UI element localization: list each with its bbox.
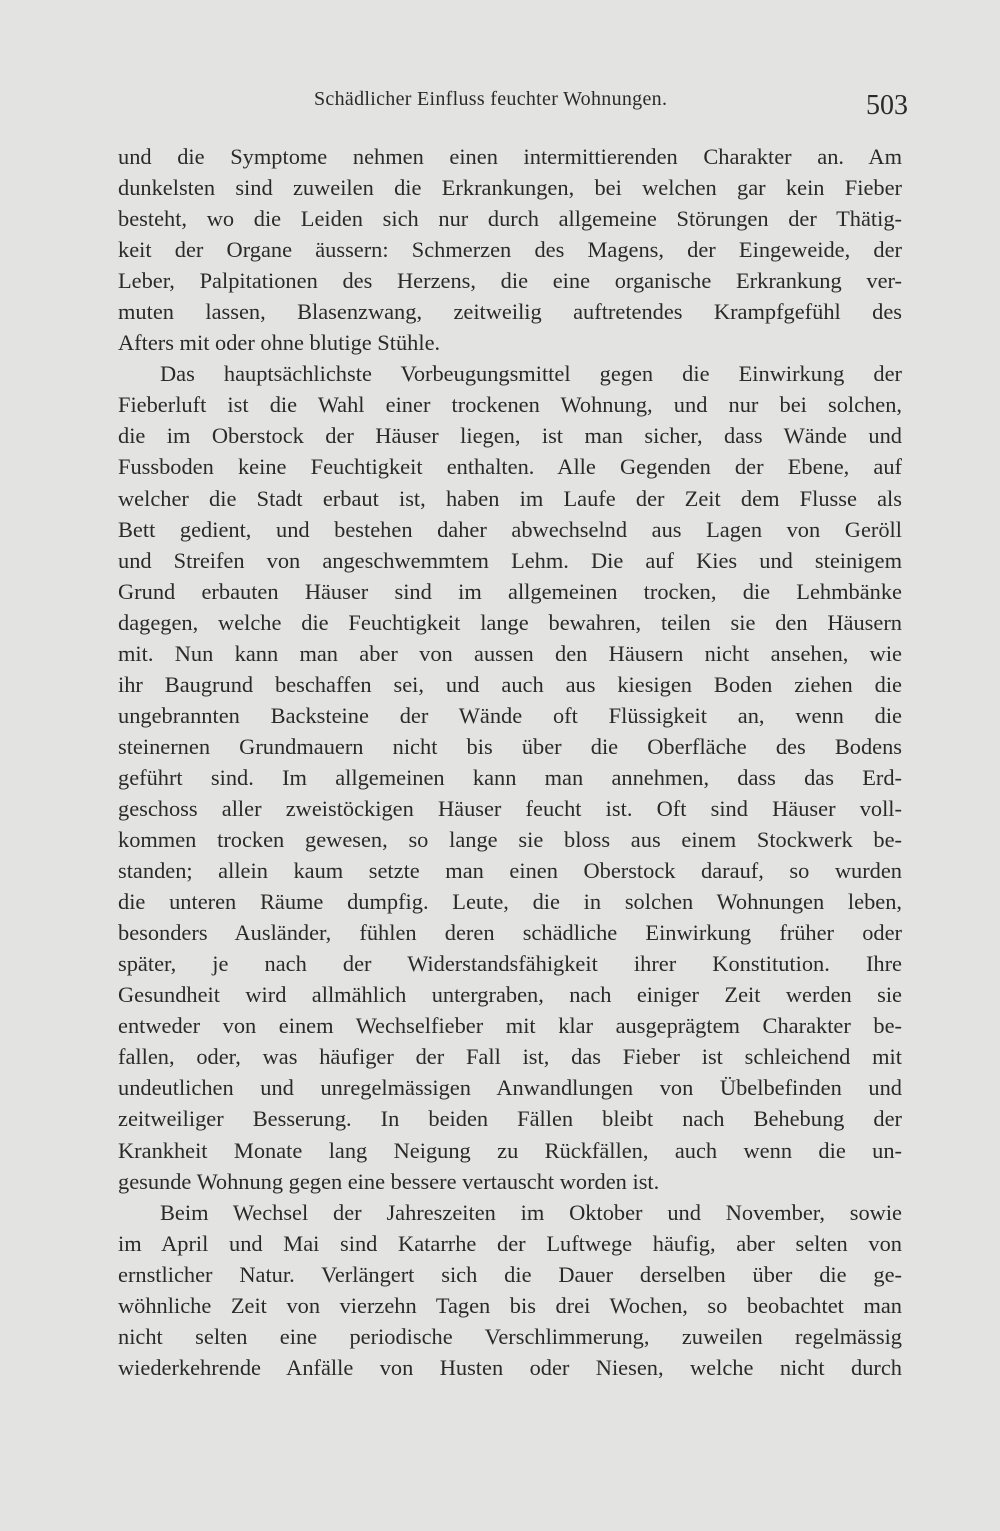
text-line: mit. Nun kann man aber von aussen den Häusern nicht ansehen, wie <box>118 640 902 666</box>
text-line: die unteren Räume dumpfig. Leute, die in solchen Wohnungen leben, <box>118 889 902 915</box>
text-line: später, je nach der Widerstandsfähigkeit ihrer Konstitution. Ihre <box>118 951 902 977</box>
text-line: Fussboden keine Feuchtigkeit enthalten. Alle Gegenden der Ebene, auf <box>118 454 902 480</box>
text-line: gesunde Wohnung gegen eine bessere vertauscht worden ist. <box>118 1168 660 1194</box>
text-line: keit der Organe äussern: Schmerzen des Magens, der Eingeweide, der <box>118 237 902 263</box>
text-line: zeitweiliger Besserung. In beiden Fällen bleibt nach Behebung der <box>118 1106 902 1132</box>
page-number: 503 <box>866 90 908 121</box>
text-line: besteht, wo die Leiden sich nur durch allgemeine Störungen der Thätig- <box>118 206 902 232</box>
paragraph-start-line: Das hauptsächlichste Vorbeugungsmittel gegen die Einwirkung der <box>160 361 902 387</box>
text-line: wiederkehrende Anfälle von Husten oder Niesen, welche nicht durch <box>118 1354 902 1380</box>
text-line: welcher die Stadt erbaut ist, haben im Laufe der Zeit dem Flusse als <box>118 485 902 511</box>
text-line: muten lassen, Blasenzwang, zeitweilig auftretendes Krampfgefühl des <box>118 299 902 325</box>
text-line: steinernen Grundmauern nicht bis über die Oberfläche des Bodens <box>118 733 902 759</box>
text-line: Fieberluft ist die Wahl einer trockenen Wohnung, und nur bei solchen, <box>118 392 902 418</box>
text-line: besonders Ausländer, fühlen deren schädliche Einwirkung früher oder <box>118 920 902 946</box>
text-line: Gesundheit wird allmählich untergraben, nach einiger Zeit werden sie <box>118 982 902 1008</box>
text-line: dagegen, welche die Feuchtigkeit lange bewahren, teilen sie den Häusern <box>118 609 902 635</box>
text-line: Leber, Palpitationen des Herzens, die eine organische Erkrankung ver- <box>118 268 902 294</box>
body-text <box>118 141 902 1383</box>
text-line: wöhnliche Zeit von vierzehn Tagen bis drei Wochen, so beobachtet man <box>118 1292 902 1318</box>
text-line: die im Oberstock der Häuser liegen, ist man sicher, dass Wände und <box>118 423 902 449</box>
text-line: Grund erbauten Häuser sind im allgemeinen trocken, die Lehmbänke <box>118 578 902 604</box>
text-line: geschoss aller zweistöckigen Häuser feucht ist. Oft sind Häuser voll- <box>118 795 902 821</box>
text-line: undeutlichen und unregelmässigen Anwandlungen von Übelbefinden und <box>118 1075 902 1101</box>
text-line: und Streifen von angeschwemmtem Lehm. Die auf Kies und steinigem <box>118 547 902 573</box>
text-line: fallen, oder, was häufiger der Fall ist, das Fieber ist schleichend mit <box>118 1044 902 1070</box>
text-line: und die Symptome nehmen einen intermittierenden Charakter an. Am <box>118 144 902 169</box>
text-line: ernstlicher Natur. Verlängert sich die Dauer derselben über die ge- <box>118 1261 902 1287</box>
text-line: dunkelsten sind zuweilen die Erkrankungen, bei welchen gar kein Fieber <box>118 175 902 201</box>
text-line: Krankheit Monate lang Neigung zu Rückfällen, auch wenn die un- <box>118 1137 902 1163</box>
text-line: im April und Mai sind Katarrhe der Luftwege häufig, aber selten von <box>118 1230 902 1256</box>
text-line: kommen trocken gewesen, so lange sie bloss aus einem Stockwerk be- <box>118 827 902 853</box>
text-line: Bett gedient, und bestehen daher abwechselnd aus Lagen von Geröll <box>118 516 902 542</box>
running-head-title: Schädlicher Einfluss feuchter Wohnungen. <box>314 88 668 110</box>
text-line: ungebrannten Backsteine der Wände oft Flüssigkeit an, wenn die <box>118 702 902 728</box>
text-line: ihr Baugrund beschaffen sei, und auch aus kiesigen Boden ziehen die <box>118 671 902 697</box>
running-head <box>118 88 908 128</box>
paragraph-start-line: Beim Wechsel der Jahreszeiten im Oktober und November, sowie <box>160 1199 902 1225</box>
text-line: Afters mit oder ohne blutige Stühle. <box>118 330 441 356</box>
text-line: entweder von einem Wechselfieber mit klar ausgeprägtem Charakter be- <box>118 1013 902 1039</box>
text-line: nicht selten eine periodische Verschlimmerung, zuweilen regelmässig <box>118 1323 902 1349</box>
text-line: geführt sind. Im allgemeinen kann man annehmen, dass das Erd- <box>118 764 902 790</box>
text-line: standen; allein kaum setzte man einen Oberstock darauf, so wurden <box>118 858 902 884</box>
